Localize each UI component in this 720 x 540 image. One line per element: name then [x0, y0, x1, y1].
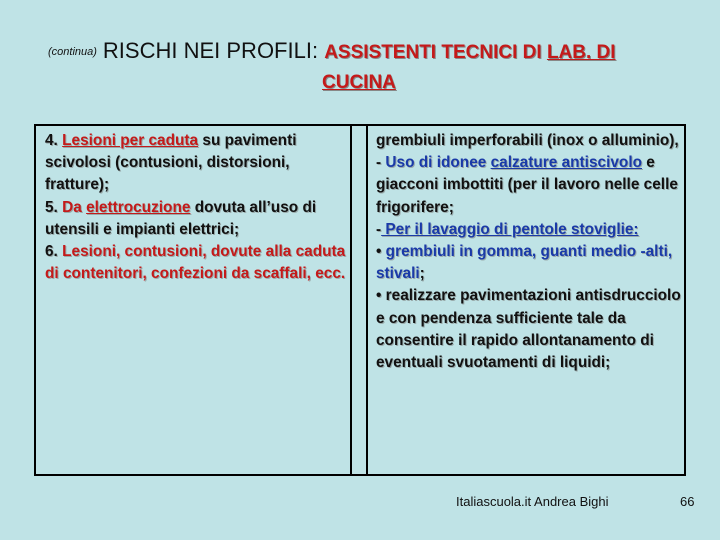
slide-title — [48, 38, 698, 64]
item4-number: 4. — [45, 132, 63, 149]
item6-number: 6. — [45, 243, 63, 261]
continued-label: (continua) — [48, 46, 97, 58]
right-p1: grembiuli imperforabili (inox o alluminio), — [376, 132, 679, 149]
title-red: ASSISTENTI TECNICI DI — [324, 42, 547, 63]
item5-rest: dovuta all’uso di utensili e impianti elettrici; — [45, 198, 317, 238]
column-divider — [352, 124, 366, 476]
right-p5: • realizzare pavimentazioni antisdrucciolo e con pendenza sufficiente tale da consentire il rapido allontanamento di eventuali svuotamenti di liquidi; — [376, 287, 681, 372]
title-red-underlined: LAB. DI — [546, 42, 616, 63]
left-column-text — [45, 130, 350, 285]
title-line2: CUCINA — [322, 72, 396, 93]
item5-red-underlined: elettrocuzione — [86, 198, 191, 216]
title-main: RISCHI NEI PROFILI: — [102, 38, 325, 63]
right-p4-bullet: • — [376, 243, 386, 261]
item6-red: Lesioni, contusioni, dovute alla caduta di contenitori, confezioni da scaffali, ecc. — [45, 243, 346, 283]
right-p2-blue-underlined: calzature antiscivolo — [490, 154, 642, 172]
right-column-text — [376, 130, 684, 374]
right-p3-dash: - — [376, 220, 382, 238]
footer-credit: Italiascuola.it Andrea Bighi — [456, 494, 609, 509]
item4-red: Lesioni per caduta — [62, 132, 199, 149]
right-p2-blue: Uso di idonee — [385, 154, 491, 172]
right-p4-blue: grembiuli in gomma, guanti medio -alti, stivali — [376, 243, 673, 283]
right-p4-end: ; — [419, 265, 425, 283]
item5-number: 5. — [45, 198, 63, 216]
right-p3-blue-underlined: Per il lavaggio di pentole stoviglie: — [381, 220, 639, 238]
right-p2-rest: e giacconi imbottiti (per il lavoro nelle celle frigorifere; — [376, 154, 678, 216]
right-p2-dash: - — [376, 154, 386, 172]
item5-red: Da — [62, 198, 87, 216]
page-number: 66 — [680, 494, 695, 509]
right-column-box — [366, 124, 686, 476]
left-column-box — [34, 124, 352, 476]
item4-rest: su pavimenti scivolosi (contusioni, distorsioni, fratture); — [45, 132, 297, 194]
